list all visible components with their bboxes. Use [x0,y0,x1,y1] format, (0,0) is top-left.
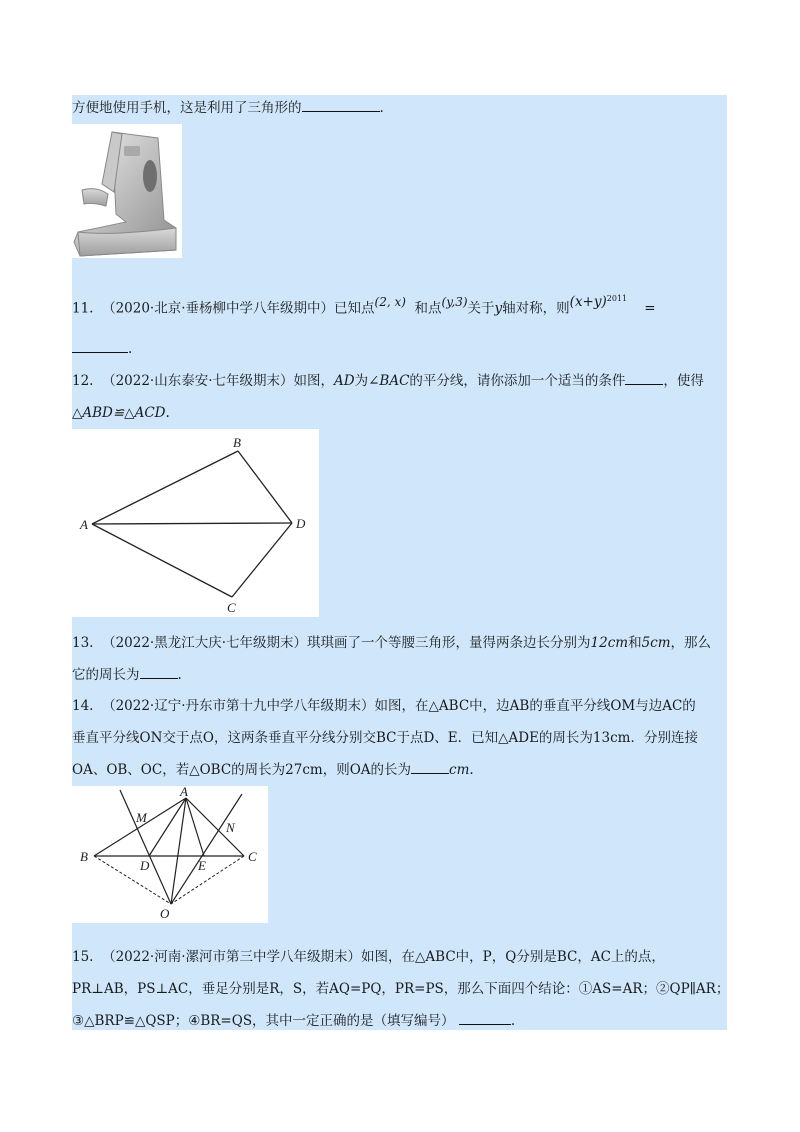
label-o: O [160,906,170,921]
label-b: B [233,435,241,450]
label-a: A [80,517,88,532]
answer-blank-q15[interactable] [459,1024,511,1025]
label-e: E [198,858,206,873]
segment-oa [171,798,186,904]
segment-ab [92,451,238,524]
label-c: C [227,600,236,615]
q11-line2: . [72,340,132,358]
q12-line2: △ABD≌△ACD. [72,405,170,421]
label-d: D [140,858,150,873]
segment-oc [171,856,244,904]
segment-ab [94,798,186,856]
q14-triangle-figure [72,786,268,923]
segment-ad [92,523,292,524]
label-n: N [226,820,235,835]
q10-tail-line: 方便地使用手机，这是利用了三角形的 . [72,100,384,116]
q15-line2: PR⊥AB，PS⊥AC，垂足分别是R，S，若AQ=PQ，PR=PS，那么下面四个结论：①AS=AR；②QP∥AR； [72,981,730,997]
kite-diagram [72,429,319,617]
label-d: D [296,516,306,531]
bisector-on [171,794,242,904]
label-b: B [80,849,88,864]
segment-ad [149,798,186,856]
answer-blank-q13[interactable] [140,678,178,679]
q14-line1: 14. （2022·辽宁·丹东市第十九中学八年级期末）如图，在△ABC中，边AB的垂直平分线OM与边AC的 [72,698,696,714]
label-m: M [136,810,147,825]
q15-line3: ③△BRP≌△QSP；④BR=QS，其中一定正确的是（填写编号） . [72,1013,516,1029]
q14-line2: 垂直平分线ON交于点O，这两条垂直平分线分别交BC于点D、E．已知△ADE的周长为13cm．分别连接 [72,730,698,746]
perpendicular-bisector-diagram [72,786,268,923]
q15-line1: 15. （2022·河南·漯河市第三中学八年级期末）如图，在△ABC中，P，Q分别是BC，AC上的点， [72,949,665,965]
q11-line1: 11. （2020·北京·垂杨柳中学八年级期中）已知点(2, x) 和点(y,3)关于y轴对称，则$(x+y)^{2011}$ = [72,293,656,317]
answer-blank-q14[interactable] [411,773,449,774]
label-a: A [180,786,188,799]
answer-blank-q12[interactable] [625,384,663,385]
q12-kite-figure [72,429,319,617]
answer-blank-q10[interactable] [302,111,380,112]
bisector-om [120,790,171,904]
label-c: C [248,849,257,864]
segment-ca [92,524,232,597]
answer-blank-q11[interactable] [72,352,128,353]
phone-stand-illustration [72,124,182,258]
segment-dc [232,523,292,597]
segment-bd [238,451,292,523]
q13-line2: 它的周长为 . [72,667,182,683]
q13-line1: 13. （2022·黑龙江大庆·七年级期末）琪琪画了一个等腰三角形，量得两条边长分别为12cm和5cm，那么 [72,635,712,651]
q14-line3: OA、OB、OC，若△OBC的周长为27cm，则OA的长为 cm. [72,762,474,778]
phone-stand-image [72,124,182,258]
q12-line1: 12. （2022·山东泰安·七年级期末）如图，AD为∠BAC的平分线，请你添加一个适当的条件 ，使得 [72,373,704,389]
segment-ob [94,856,171,904]
